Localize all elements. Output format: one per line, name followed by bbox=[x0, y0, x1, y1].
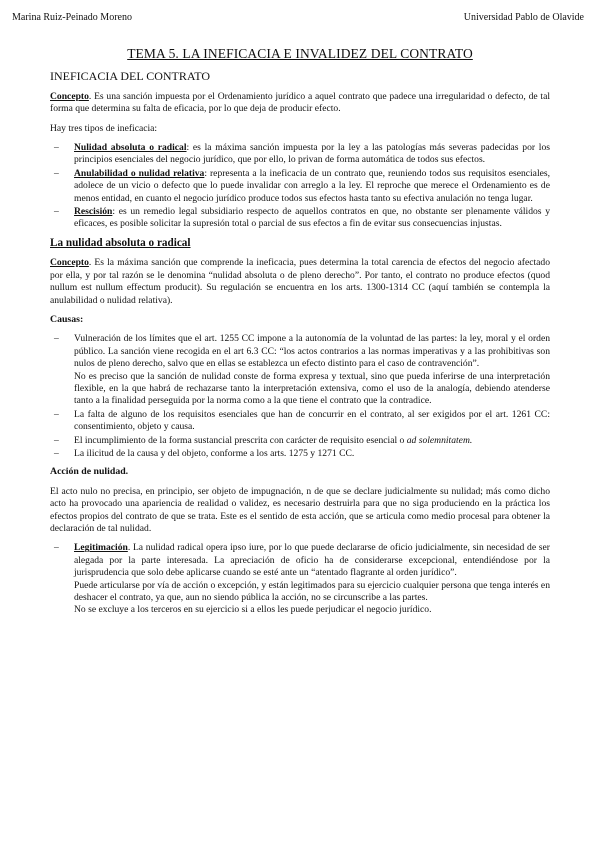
nulidad-concept-paragraph: Concepto. Es la máxima sanción que comprende la ineficacia, pues determina la total carencia de efectos del negocio afectado por ella, y por tal razón se le denomina “nulidad absoluta o de pleno derecho”. Por tanto, el contrato no produce efectos (quod nullum est nullum effectum producit). Su regulación se encuentra en los arts. 1300-1314 CC (aquí también se contempla la anulabilidad o nulidad relativa). bbox=[50, 257, 550, 306]
causes-heading: Causas: bbox=[50, 313, 84, 325]
concept-paragraph bbox=[50, 91, 550, 116]
action-heading: Acción de nulidad. bbox=[50, 466, 129, 478]
list-item: – La falta de alguno de los requisitos esenciales que han de concurrir en el contrato, al ser exigidos por el art. 1261 CC: consentimiento, objeto y causa. bbox=[54, 408, 550, 433]
concept-label: Concepto bbox=[50, 90, 89, 102]
list-item: – Rescisión: es un remedio legal subsidiario respecto de aquellos contratos en que, no obstante ser plenamente válidos y eficaces, es posible solicitar la supresión total o parcial de sus efectos a fin de evitar sus consecuencias injustas. bbox=[54, 206, 550, 230]
concept-text: . Es una sanción impuesta por el Ordenamiento jurídico a aquel contrato que padece una irregularidad o defecto, de tal forma que determina su falta de eficacia, por lo que deja de producir efecto. bbox=[50, 90, 550, 115]
section-heading-nulidad: La nulidad absoluta o radical bbox=[50, 236, 191, 249]
section-heading-ineficacia: INEFICACIA DEL CONTRATO bbox=[50, 69, 211, 84]
list-item: – Anulabilidad o nulidad relativa: representa a la ineficacia de un contrato que, reuniendo todos sus requisitos esenciales, adolece de un vicio o defecto que lo puede invalidar con arreglo a la ley. El reproche que merece el Ordenamiento es de menos entidad, en cuanto el negocio jurídico produce todos sus efectos hasta tanto su efectiva anulación no tenga lugar. bbox=[54, 167, 550, 204]
header-university: Universidad Pablo de Olavide bbox=[463, 12, 584, 23]
document-body bbox=[50, 48, 550, 623]
causes-list bbox=[50, 333, 550, 460]
list-item: – La ilicitud de la causa y del objeto, conforme a los arts. 1275 y 1271 CC. bbox=[54, 447, 355, 459]
legitimacion-list bbox=[50, 542, 550, 616]
list-item: – El incumplimiento de la forma sustancial prescrita con carácter de requisito esencial o ad solemnitatem. bbox=[54, 434, 473, 446]
list-item: – Legitimación. La nulidad radical opera ipso iure, por lo que puede declararse de oficio judicialmente, sin necesidad de ser alegada por la parte interesada. La apreciación de oficio ha de considerarse excepcional, entendiéndose por la jurisprudencia que solo debe aplicarse cuando se esté ante un “atentado flagrante al orden jurídico”. Puede articularse por vía de acción o excepción, y están legitimados para su ejercicio cualquier persona que tenga interés en deshacer el contrato, ya que, aun no siendo pública la acción, no se circunscribe a las partes. No se excluye a los terceros en su ejercicio si a ellos les puede perjudicar el negocio jurídico. bbox=[54, 542, 550, 616]
list-item: – Nulidad absoluta o radical: es la máxima sanción impuesta por la ley a las patologías más severas padecidas por los principios esenciales del negocio jurídico, que por ello, lo privan de forma automática de todos sus efectos. bbox=[54, 142, 551, 166]
header-author: Marina Ruiz-Peinado Moreno bbox=[12, 12, 132, 23]
ineficacia-types-list bbox=[50, 142, 550, 231]
types-intro: Hay tres tipos de ineficacia: bbox=[50, 122, 158, 134]
action-paragraph: El acto nulo no precisa, en principio, ser objeto de impugnación, n de que se declare judicialmente su nulidad; más como dicho acto ha provocado una apariencia de realidad o validez, es necesario destruirla para que no siga produciendo en la práctica los efectos propios del contrato de que se trata. Este es el sentido de esta acción, que se articula como medio procesal para obtener la declaración de tal nulidad. bbox=[50, 485, 550, 534]
document-title: TEMA 5. LA INEFICACIA E INVALIDEZ DEL CONTRATO bbox=[127, 46, 473, 61]
list-item: – Vulneración de los límites que el art. 1255 CC impone a la autonomía de la voluntad de las partes: la ley, moral y el orden público. La sanción viene recogida en el art 6.3 CC: “los actos contrarios a las normas imperativas y a las prohibitivas son nulos de pleno derecho, salvo que en ellas se establezca un efecto distinto para el caso de contravención”. No es preciso que la sanción de nulidad conste de forma expresa y textual, sino que pueda inferirse de una interpretación flexible, en la que habrá de rechazarse tanto la interpretación extensiva, como el uso de la analogía, debiendo atenderse tanto a la finalidad perseguida por la norma como a la que tiene el contrato que la contradice. bbox=[54, 333, 550, 407]
